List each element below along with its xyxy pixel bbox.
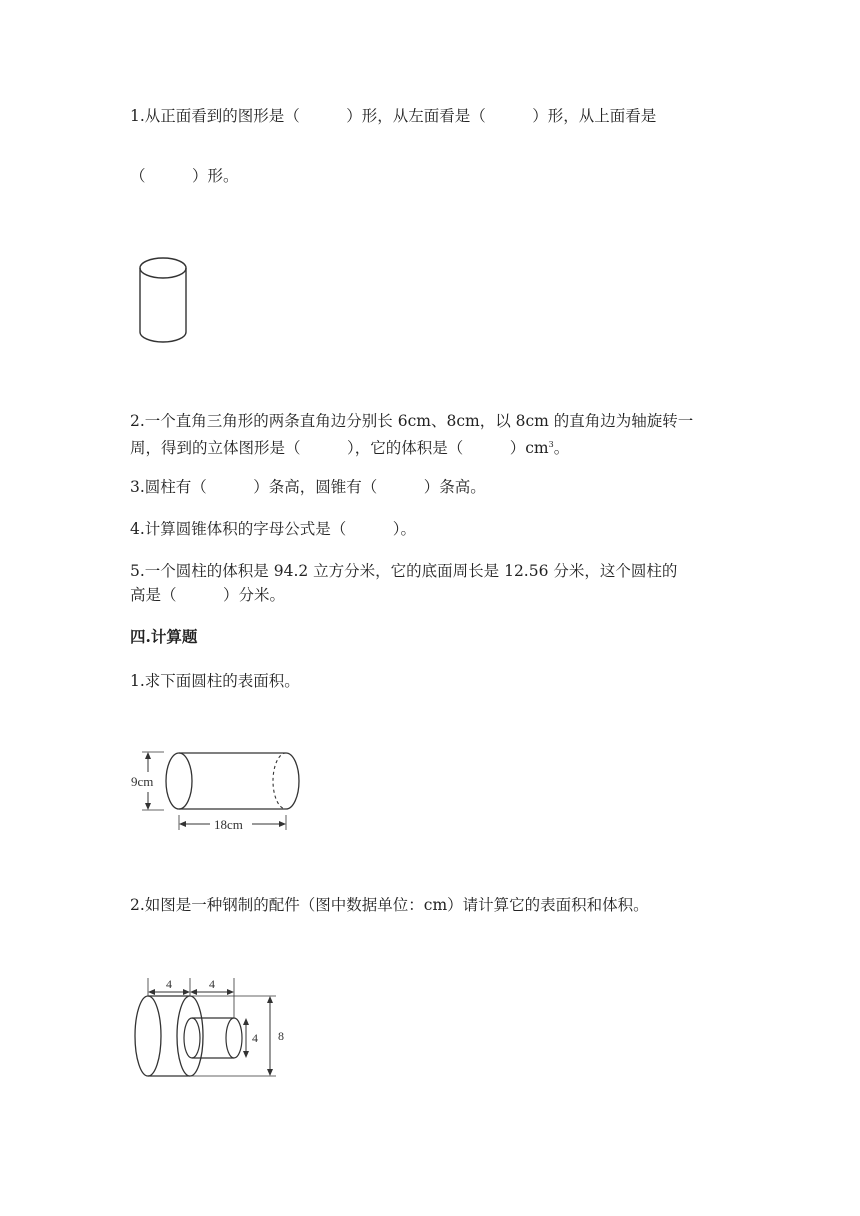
question-1-line-1: 1.从正面看到的图形是（ ）形，从左面看是（ ）形，从上面看是 <box>130 107 657 125</box>
small-length-label: 4 <box>209 977 215 991</box>
question-2-end: 。 <box>553 439 570 458</box>
question-1-line-2: （ ）形。 <box>130 167 239 185</box>
question-4: 4.计算圆锥体积的字母公式是（ ）。 <box>130 520 417 538</box>
horizontal-cylinder-figure <box>128 742 308 838</box>
height-label: 9cm <box>131 774 154 789</box>
big-length-label: 4 <box>166 977 172 991</box>
section-heading: 四.计算题 <box>130 627 198 646</box>
unit-superscript: 3 <box>548 440 554 449</box>
small-diameter-label: 4 <box>252 1031 258 1045</box>
question-5-line-1: 5.一个圆柱的体积是 94.2 立方分米，它的底面周长是 12.56 分米，这个圆柱的 <box>130 562 678 580</box>
length-label: 18cm <box>214 817 243 832</box>
calc-1-prompt: 1.求下面圆柱的表面积。 <box>130 672 300 690</box>
question-5-line-2: 高是（ ）分米。 <box>130 586 286 604</box>
big-diameter-label: 8 <box>278 1029 284 1043</box>
steel-part-figure <box>128 972 298 1084</box>
question-2-line-2 <box>130 434 569 459</box>
question-3: 3.圆柱有（ ）条高，圆锥有（ ）条高。 <box>130 478 486 496</box>
upright-cylinder-figure <box>132 252 194 348</box>
calc-2-prompt: 2.如图是一种钢制的配件（图中数据单位：cm）请计算它的表面积和体积。 <box>130 896 649 914</box>
question-2-text: 周，得到的立体图形是（ ），它的体积是（ ）cm <box>130 439 549 458</box>
question-2-line-1: 2.一个直角三角形的两条直角边分别长 6cm、8cm，以 8cm 的直角边为轴旋转一 <box>130 412 694 430</box>
